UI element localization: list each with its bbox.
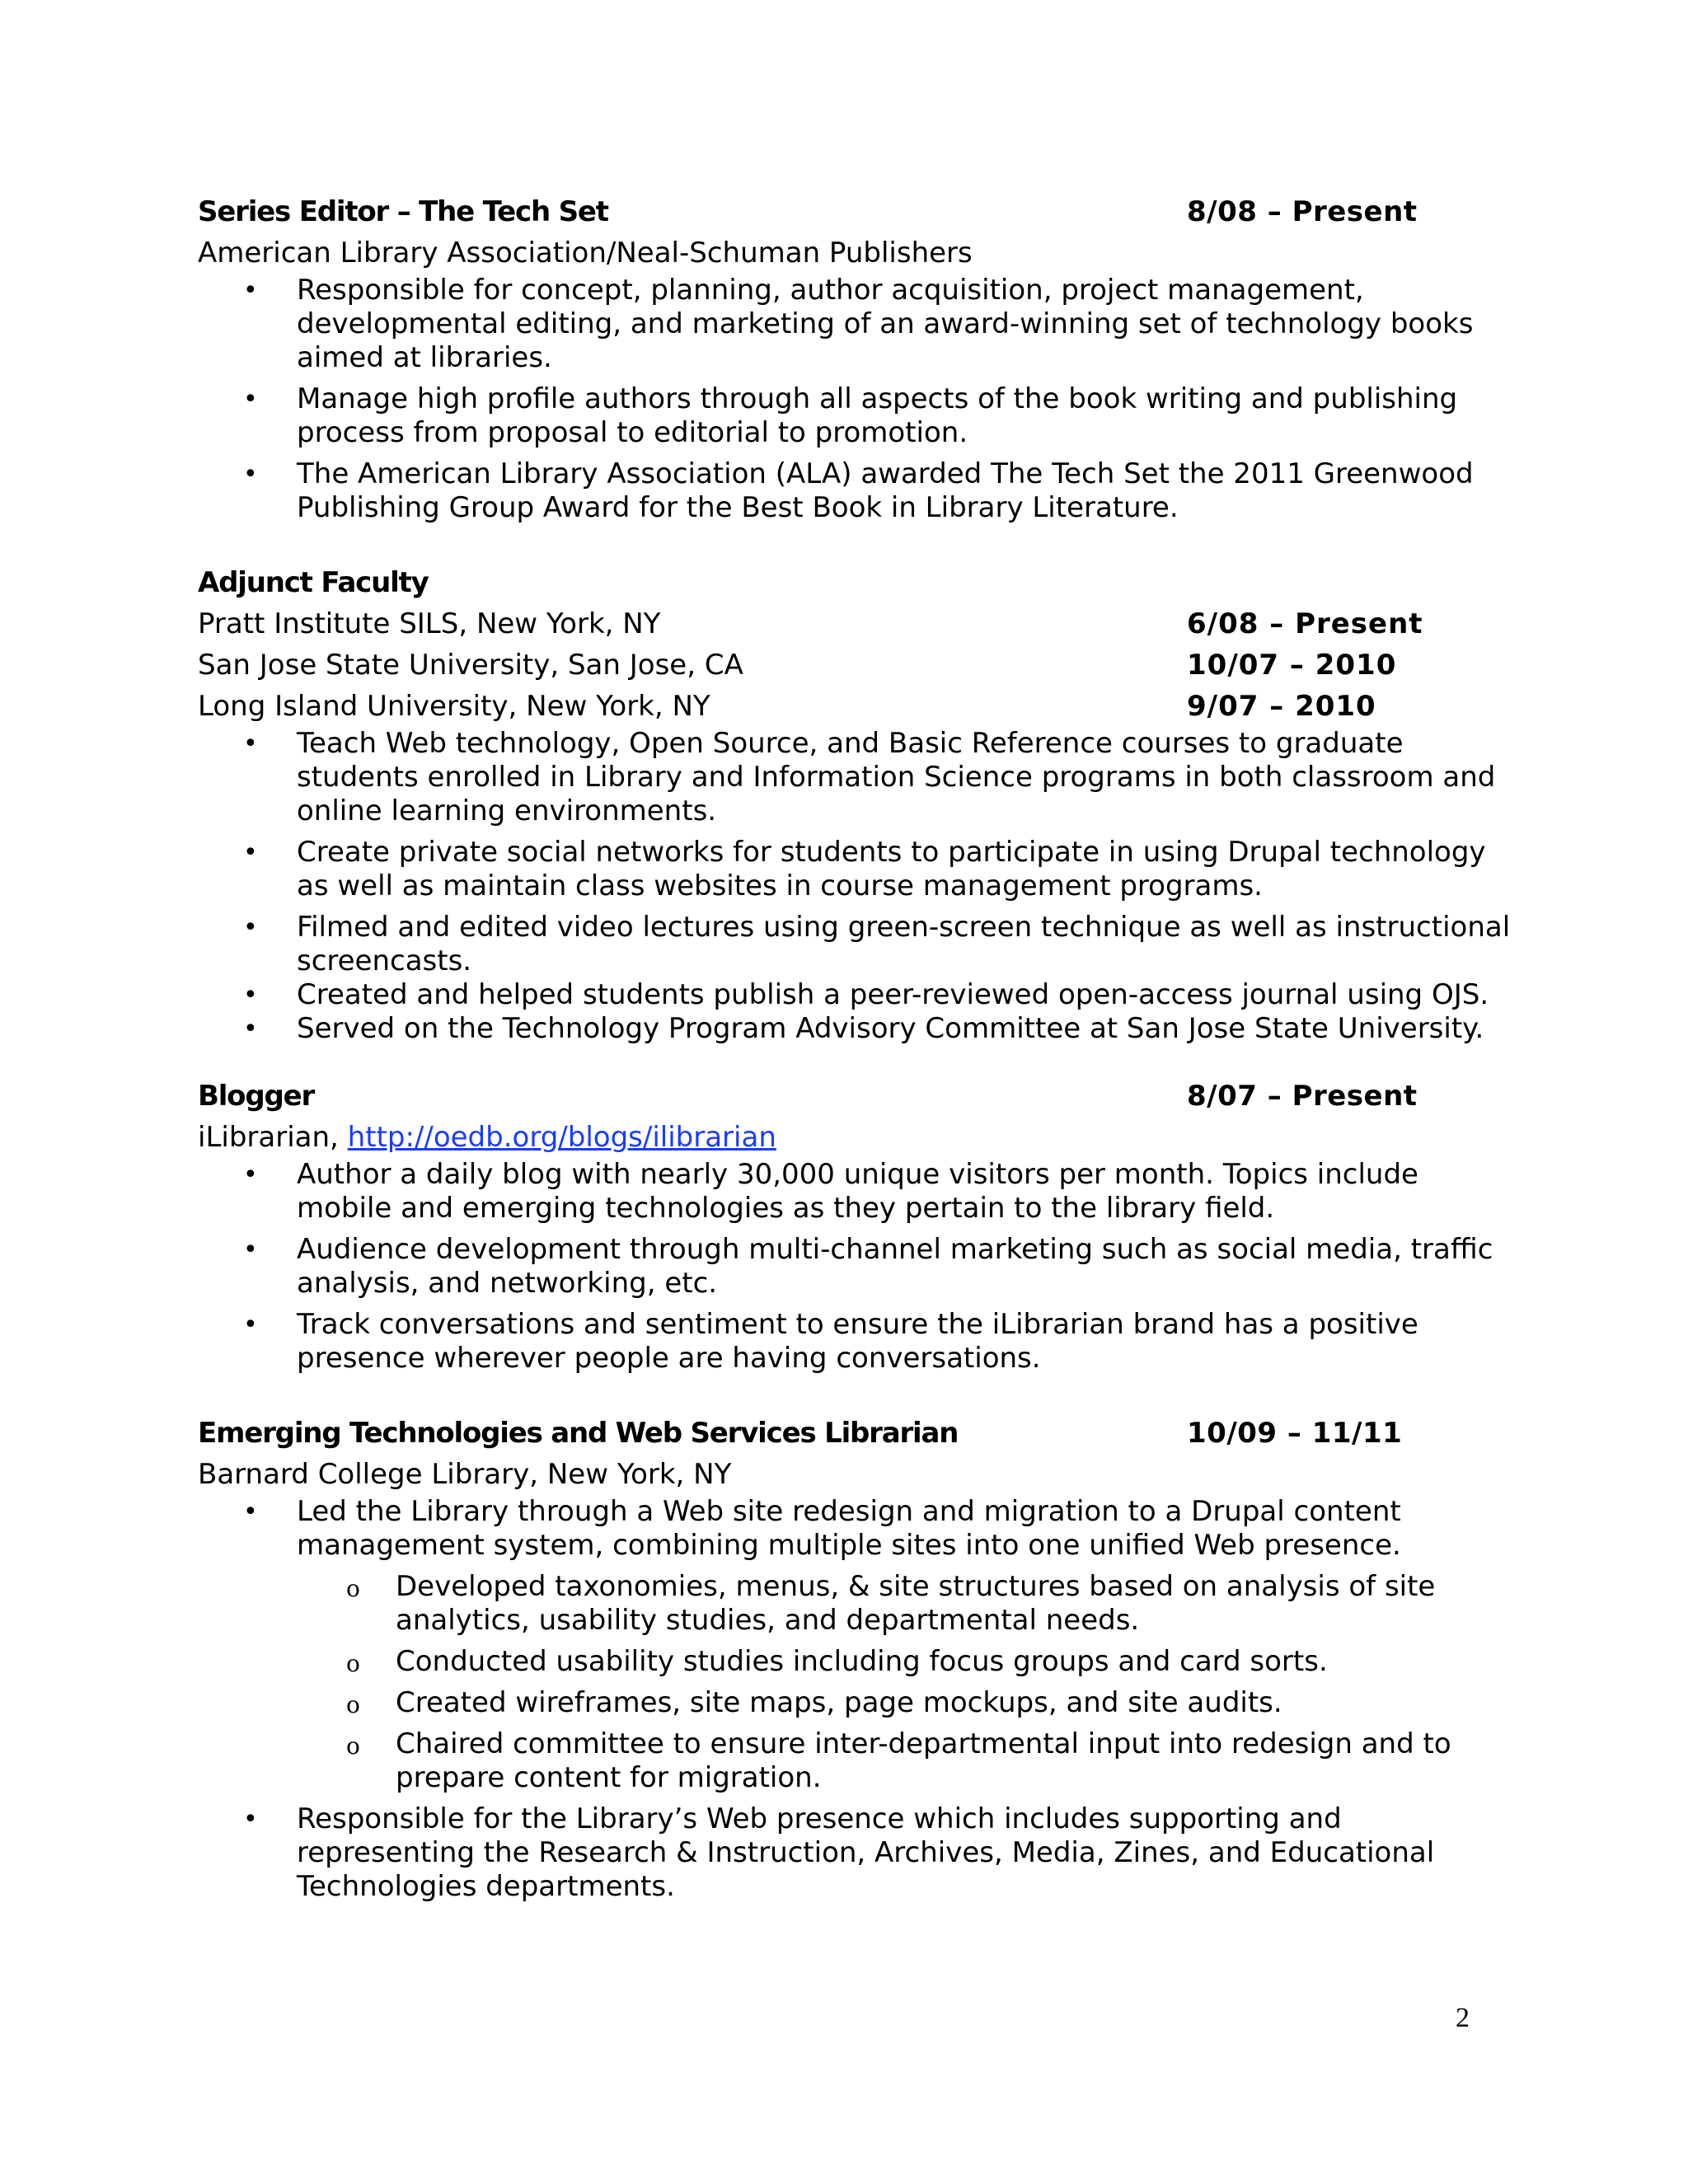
bullet-list — [198, 911, 1517, 1046]
bullet-icon: • — [243, 729, 258, 758]
bullet-icon: • — [243, 460, 258, 489]
bullet-list — [198, 274, 1517, 525]
list-item: • The American Library Association (ALA) awarded The Tech Set the 2011 Greenwood Publishing Group Award for the Best Book in Library Literature. — [243, 457, 1474, 524]
organization-name: iLibrarian, — [198, 1121, 339, 1154]
job-date: 10/09 – 11/11 — [1187, 1417, 1403, 1450]
position-row — [198, 644, 1517, 686]
organization: American Library Association/Neal-Schuman Publishers — [198, 237, 973, 269]
list-item: • Responsible for concept, planning, author acquisition, project management, developmental editing, and marketing of an award-winning set of technology books aimed at libraries. — [243, 274, 1474, 374]
list-item: • Audience development through multi-channel marketing such as social media, traffic analysis, and networking, etc. — [243, 1233, 1493, 1300]
list-item: • Responsible for the Library’s Web presence which includes supporting and representing the Research & Instruction, Archives, Media, Zines, and Educational Technologies departments. — [243, 1802, 1435, 1903]
entry-header — [198, 562, 1517, 603]
position-date: 9/07 – 2010 — [1187, 690, 1376, 723]
bullet-icon: • — [243, 1805, 258, 1834]
list-item: • Teach Web technology, Open Source, and Basic Reference courses to graduate students enrolled in Library and Information Science programs in both classroom and online learning environments. — [243, 727, 1496, 827]
list-item: • Filmed and edited video lectures using green-screen technique as well as instructional screencasts. — [243, 911, 1511, 977]
list-item: • Led the Library through a Web site redesign and migration to a Drupal content management system, combining multiple sites into one unified Web presence. o Developed taxonomies, menus, & site structures based on analysis of site analytics, usability studies, and departmental needs. o Conducted usability studies including focus groups and card sorts. o Created wireframes, site maps, page mockups, and site audits. o Chaired committee to ensure inter-departmental input into redesign and to prepare content for migration. — [198, 1495, 1517, 1795]
list-item: • Manage high profile authors through all aspects of the book writing and publishing process from proposal to editorial to promotion. — [243, 382, 1458, 449]
position-date: 10/07 – 2010 — [1187, 649, 1397, 682]
bullet-icon: • — [243, 913, 258, 942]
entry-blogger — [198, 1076, 1517, 1376]
resume-page — [198, 191, 1517, 1911]
list-item: • Create private social networks for students to participate in using Drupal technology as well as maintain class websites in course management programs. — [243, 836, 1486, 902]
sub-list-item: o Chaired committee to ensure inter-departmental input into redesign and to prepare content for migration. — [346, 1727, 1451, 1794]
entry-adjunct — [198, 562, 1517, 1046]
job-date: 8/08 – Present — [1187, 195, 1418, 228]
position-row — [198, 686, 1517, 727]
bullet-icon: • — [243, 385, 258, 414]
circle-bullet-icon: o — [346, 1732, 360, 1760]
sub-list-item: o Created wireframes, site maps, page mockups, and site audits. — [297, 1686, 1517, 1720]
bullet-icon: • — [243, 981, 258, 1010]
position-place: Pratt Institute SILS, New York, NY — [198, 607, 661, 640]
list-item: • Author a daily blog with nearly 30,000 unique visitors per month. Topics include mobile and emerging technologies as they pertain to the library field. — [243, 1158, 1418, 1225]
bullet-list — [198, 727, 1517, 903]
bullet-icon: • — [243, 1015, 258, 1043]
position-row — [198, 603, 1517, 644]
bullet-icon: • — [243, 1235, 258, 1264]
job-title: Series Editor – The Tech Set — [198, 195, 608, 228]
bullet-icon: • — [243, 1160, 258, 1189]
sub-bullet-list — [297, 1570, 1517, 1795]
list-item: • Created and helped students publish a peer-reviewed open-access journal using OJS. — [243, 978, 1489, 1011]
position-place: San Jose State University, San Jose, CA — [198, 649, 743, 682]
blog-link[interactable]: http://oedb.org/blogs/ilibrarian — [347, 1121, 776, 1154]
entry-header — [198, 1413, 1517, 1454]
bullet-list — [198, 1495, 1517, 1904]
entry-header — [198, 1076, 1517, 1117]
job-date: 8/07 – Present — [1187, 1080, 1418, 1113]
entry-barnard — [198, 1413, 1517, 1904]
page-number: 2 — [1456, 2003, 1470, 2033]
position-date: 6/08 – Present — [1187, 607, 1423, 640]
bullet-icon: • — [243, 838, 258, 867]
job-title: Adjunct Faculty — [198, 566, 429, 599]
job-title: Emerging Technologies and Web Services Librarian — [198, 1417, 959, 1450]
sub-list-item: o Conducted usability studies including focus groups and card sorts. — [297, 1645, 1517, 1679]
circle-bullet-icon: o — [346, 1650, 360, 1677]
circle-bullet-icon: o — [346, 1691, 360, 1718]
list-item: • Served on the Technology Program Advisory Committee at San Jose State University. — [243, 1012, 1484, 1045]
sub-list-item: o Developed taxonomies, menus, & site structures based on analysis of site analytics, usability studies, and departmental needs. — [346, 1570, 1436, 1637]
entry-tech-set — [198, 191, 1517, 525]
position-place: Long Island University, New York, NY — [198, 690, 710, 723]
entry-header — [198, 191, 1517, 232]
job-title: Blogger — [198, 1080, 315, 1113]
bullet-list — [198, 1158, 1517, 1376]
bullet-icon: • — [243, 276, 258, 305]
organization — [198, 1117, 1517, 1158]
circle-bullet-icon: o — [346, 1575, 360, 1602]
list-item: • Track conversations and sentiment to ensure the iLibrarian brand has a positive presence wherever people are having conversations. — [243, 1308, 1418, 1375]
organization: Barnard College Library, New York, NY — [198, 1458, 732, 1491]
bullet-icon: • — [243, 1310, 258, 1339]
bullet-icon: • — [243, 1497, 258, 1526]
